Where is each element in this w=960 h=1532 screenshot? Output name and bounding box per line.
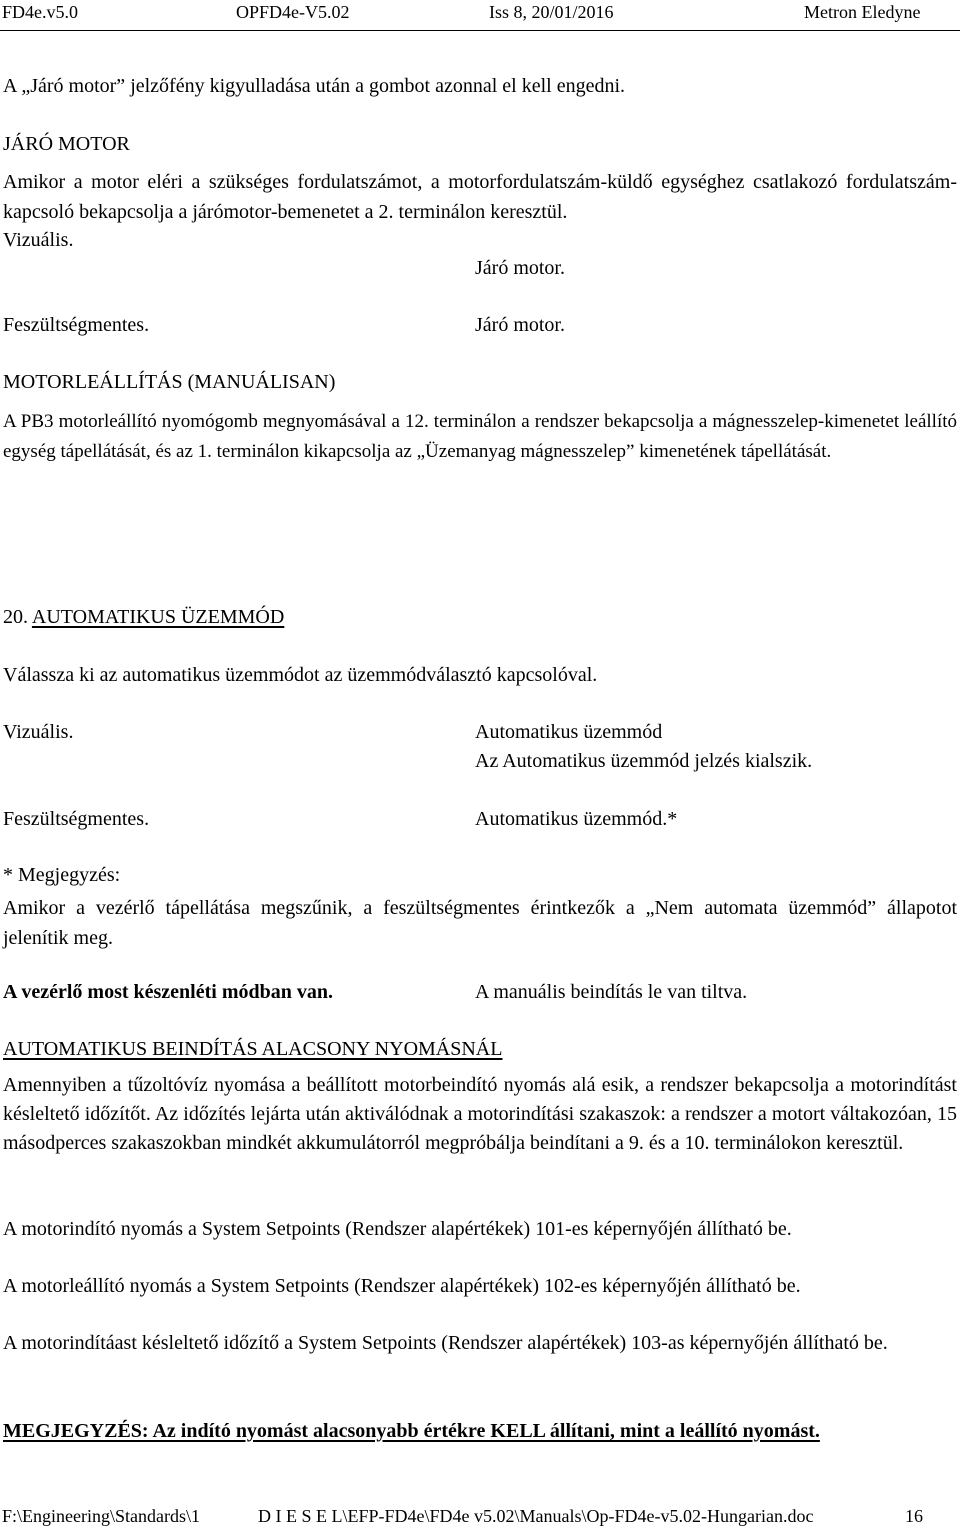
auto-visual-label: Vizuális. [3,721,74,743]
warning-note: MEGJEGYZÉS: Az indító nyomást alacsonyabb értékre KELL állítani, mint a leállító nyomást. [3,1420,820,1442]
running-heading: JÁRÓ MOTOR [3,133,130,155]
header-issue: Iss 8, 20/01/2016 [489,2,614,22]
auto-mode-instruction: Válassza ki az automatikus üzemmódot az üzemmódválasztó kapcsolóval. [3,664,598,686]
header-company: Metron Eledyne [804,2,921,22]
auto-start-para4: A motorindítáast késleltető időzítő a System Setpoints (Rendszer alapértékek) 103-as képernyőjén állítható be. [3,1332,888,1354]
section-number: 20. [3,606,28,628]
auto-start-para1: Amennyiben a tűzoltóvíz nyomása a beállított motorbeindító nyomás alá esik, a rendszer bekapcsolja a motorindítást késleltető időzítőt. Az időzítés lejárta után aktiválódnak a motorindítási szakaszok: a rendszer a motort váltakozóan, 15 másodperces szakaszokban mindkét akkumulátorról megpróbálja beindítani a 9. és a 10. terminálokon keresztül. [3,1074,957,1154]
auto-voltfree-label: Feszültségmentes. [3,808,150,830]
status-standby: A vezérlő most készenléti módban van. [3,981,333,1003]
auto-start-para3: A motorleállító nyomás a System Setpoints (Rendszer alapértékek) 102-es képernyőjén állítható be. [3,1275,801,1297]
running-voltfree-label: Feszültségmentes. [3,314,150,336]
note-title: * Megjegyzés: [3,864,121,886]
header-divider [0,30,960,31]
running-visual-value: Járó motor. [475,257,565,279]
auto-voltfree-value: Automatikus üzemmód.* [475,808,678,830]
auto-visual-value-2: Az Automatikus üzemmód jelzés kialszik. [475,750,813,772]
section-heading [3,606,284,629]
section-title: AUTOMATIKUS ÜZEMMÓD [31,606,285,628]
header-doc-id: FD4e.v5.0 [2,2,78,22]
auto-visual-value-1: Automatikus üzemmód [475,721,663,743]
auto-start-para2: A motorindító nyomás a System Setpoints (Rendszer alapértékek) 101-es képernyőjén állítható be. [3,1218,792,1240]
footer-page-number: 16 [905,1506,923,1526]
status-manual-disabled: A manuális beindítás le van tiltva. [475,981,748,1003]
footer-path: F:\Engineering\Standards\1 [2,1506,200,1526]
manual-stop-text: A PB3 motorleállító nyomógomb megnyomásával a 12. terminálon a rendszer bekapcsolja a mágnesszelep-kimenetet leállító egység tápellátását, és az 1. terminálon kikapcsolja az „Üzemanyag mágnesszelep” kimenetének tápellátását. [3,411,957,462]
running-voltfree-value: Járó motor. [475,314,565,336]
header-doc-ref: OPFD4e-V5.02 [236,2,350,22]
auto-start-heading: AUTOMATIKUS BEINDÍTÁS ALACSONY NYOMÁSNÁL [3,1038,503,1060]
note-text: Amikor a vezérlő tápellátása megszűnik, a feszültségmentes érintkezők a „Nem automata üzemmód” állapotot jelenítik meg. [3,897,957,949]
running-visual-label: Vizuális. [3,229,74,251]
footer-file: D I E S E L\EFP-FD4e\FD4e v5.02\Manuals\Op-FD4e-v5.02-Hungarian.doc [258,1506,814,1526]
manual-stop-heading: MOTORLEÁLLÍTÁS (MANUÁLISAN) [3,371,336,393]
running-text: Amikor a motor eléri a szükséges fordulatszámot, a motorfordulatszám-küldő egységhez csatlakozó fordulatszám-kapcsoló bekapcsolja a járómotor-bemenetet a 2. terminálon keresztül. [3,171,957,223]
intro-line: A „Járó motor” jelzőfény kigyulladása után a gombot azonnal el kell engedni. [3,75,626,97]
